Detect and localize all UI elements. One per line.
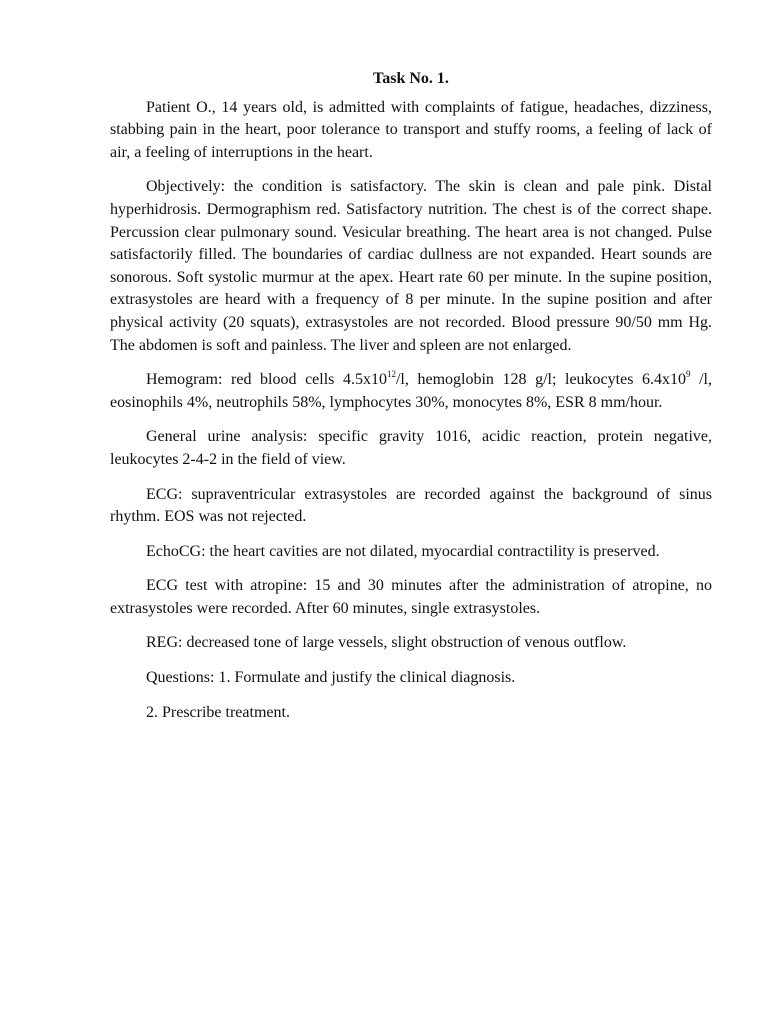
objective-paragraph: Objectively: the condition is satisfactory. The skin is clean and pale pink. Distal hyperhidrosis. Dermographism red. Satisfactory nutrition. The chest is of the correct shape. Percussion clear pulmonary sound. Vesicular breathing. The heart area is not changed. Pulse satisfactorily filled. The boundaries of cardiac dullness are not expanded. Heart sounds are sonorous. Soft systolic murmur at the apex. Heart rate 60 per minute. In the supine position, extrasystoles are heard with a frequency of 8 per minute. In the supine position and after physical activity (20 squats), extrasystoles are not recorded. Blood pressure 90/50 mm Hg. The abdomen is soft and painless. The liver and spleen are not enlarged. bbox=[110, 178, 712, 354]
task-title: Task No. 1. bbox=[373, 70, 449, 87]
atropine-test-paragraph: ECG test with atropine: 15 and 30 minutes after the administration of atropine, no extrasystoles were recorded. After 60 minutes, single extrasystoles. bbox=[110, 577, 712, 617]
complaints-paragraph: Patient O., 14 years old, is admitted with complaints of fatigue, headaches, dizziness, stabbing pain in the heart, poor tolerance to transport and stuffy rooms, a feeling of lack of air, a feeling of interruptions in the heart. bbox=[110, 98, 712, 161]
reg-paragraph: REG: decreased tone of large vessels, slight obstruction of venous outflow. bbox=[146, 634, 627, 652]
hemogram-text-3: /l, eosinophils 4%, neutrophils 58%, lymphocytes 30%, monocytes 8%, ESR 8 mm/hour. bbox=[110, 371, 712, 411]
hemogram-exponent-1: 12 bbox=[386, 369, 396, 380]
echocg-paragraph: EchoCG: the heart cavities are not dilated, myocardial contractility is preserved. bbox=[146, 542, 660, 560]
question-2-paragraph: 2. Prescribe treatment. bbox=[146, 703, 290, 721]
hemogram-text-2: /l, hemoglobin 128 g/l; leukocytes 6.4x10 bbox=[395, 371, 687, 389]
hemogram-paragraph bbox=[110, 369, 712, 414]
questions-paragraph: Questions: 1. Formulate and justify the clinical diagnosis. bbox=[146, 669, 516, 687]
hemogram-text-1: Hemogram: red blood cells 4.5x10 bbox=[146, 371, 387, 389]
document-page bbox=[110, 68, 712, 736]
hemogram-exponent-2: 9 bbox=[686, 369, 691, 380]
ecg-paragraph: ECG: supraventricular extrasystoles are recorded against the background of sinus rhythm. EOS was not rejected. bbox=[110, 485, 712, 526]
urine-paragraph: General urine analysis: specific gravity 1016, acidic reaction, protein negative, leukocytes 2-4-2 in the field of view. bbox=[110, 428, 712, 468]
